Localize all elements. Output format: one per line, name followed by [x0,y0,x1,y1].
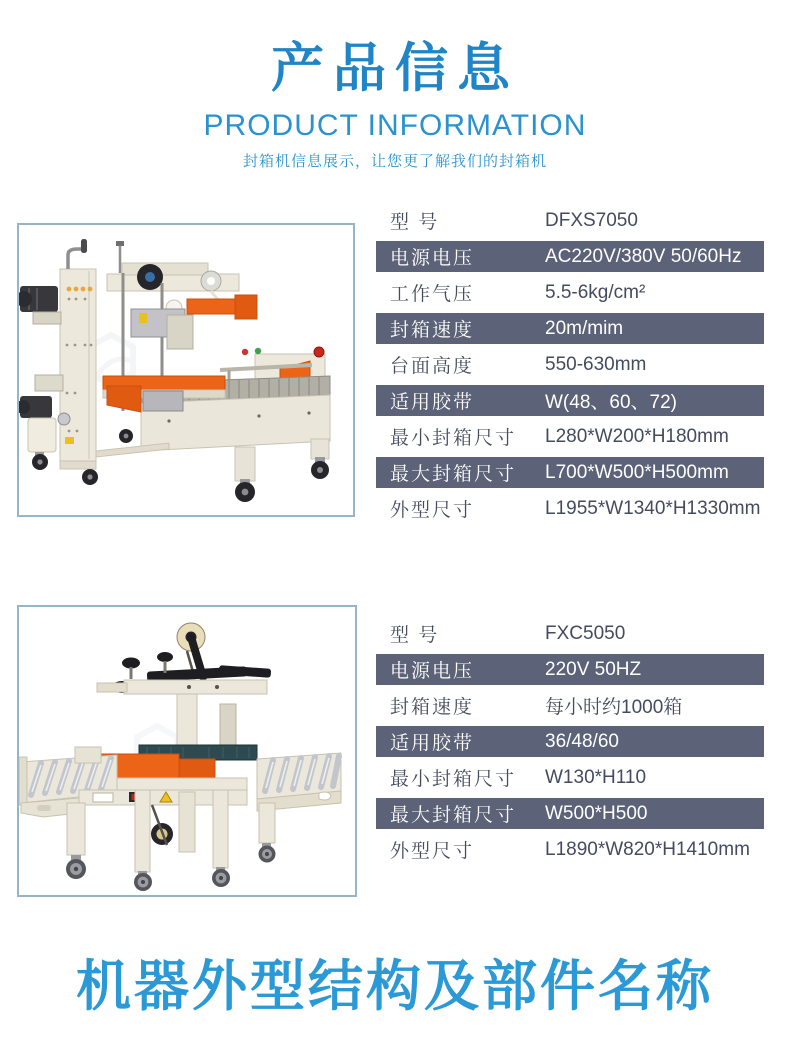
spec-row [376,654,764,685]
spec-value: W(48、60、72) [545,392,677,413]
spec-value: FXC5050 [545,622,626,644]
machine-2-illustration [19,607,355,895]
spec-label: 封箱速度 [390,320,475,341]
spec-value: 220V 50HZ [545,658,642,680]
spec-label: 最小封箱尺寸 [390,428,517,449]
spec-label: 封箱速度 [390,697,475,718]
spec-value: 每小时约1000箱 [545,697,683,718]
spec-row [376,757,764,798]
spec-row [376,416,764,457]
spec-row [376,385,764,416]
spec-label: 外型尺寸 [390,500,475,521]
page-title-en: PRODUCT INFORMATION [203,109,587,142]
spec-label: 电源电压 [390,248,475,269]
page-title: 产品信息 [271,39,519,98]
spec-value: L280*W200*H180mm [545,425,729,447]
section-title-machine-structure: 机器外型结构及部件名称 [75,955,714,1017]
spec-row [376,685,764,726]
spec-value: 550-630mm [545,353,647,375]
spec-value: W500*H500 [545,802,648,824]
spec-row [376,613,764,654]
spec-value: L700*W500*H500mm [545,461,729,483]
spec-value: 36/48/60 [545,730,619,752]
spec-row [376,798,764,829]
spec-label: 适用胶带 [390,392,475,413]
spec-value: 20m/mim [545,317,624,339]
spec-row [376,200,764,241]
spec-row [376,488,764,529]
spec-row [376,829,764,870]
spec-value: L1890*W820*H1410mm [545,838,750,860]
spec-value: W130*H110 [545,766,647,788]
page-tagline: 封箱机信息展示，让您更了解我们的封箱机 [242,153,547,170]
spec-row [376,344,764,385]
product-image-2 [17,605,357,897]
spec-row [376,272,764,313]
spec-label: 电源电压 [390,661,475,682]
spec-label: 外型尺寸 [390,841,475,862]
spec-label: 最大封箱尺寸 [390,464,517,485]
spec-row [376,313,764,344]
spec-value: AC220V/380V 50/60Hz [545,245,742,267]
spec-label: 工作气压 [390,284,475,305]
machine-1-illustration [19,225,353,515]
spec-value: DFXS7050 [545,209,638,231]
spec-row [376,457,764,488]
spec-label: 台面高度 [390,356,475,377]
spec-row [376,241,764,272]
spec-label: 适用胶带 [390,733,475,754]
spec-row [376,726,764,757]
spec-table-2 [376,613,764,870]
page-header [0,0,790,169]
spec-label: 型 号 [390,212,440,233]
spec-label: 最小封箱尺寸 [390,769,517,790]
spec-value: 5.5-6kg/cm² [545,281,646,303]
spec-value: L1955*W1340*H1330mm [545,497,761,519]
spec-label: 型 号 [390,625,440,646]
spec-table-1 [376,200,764,529]
product-image-1 [17,223,355,517]
spec-label: 最大封箱尺寸 [390,805,517,826]
